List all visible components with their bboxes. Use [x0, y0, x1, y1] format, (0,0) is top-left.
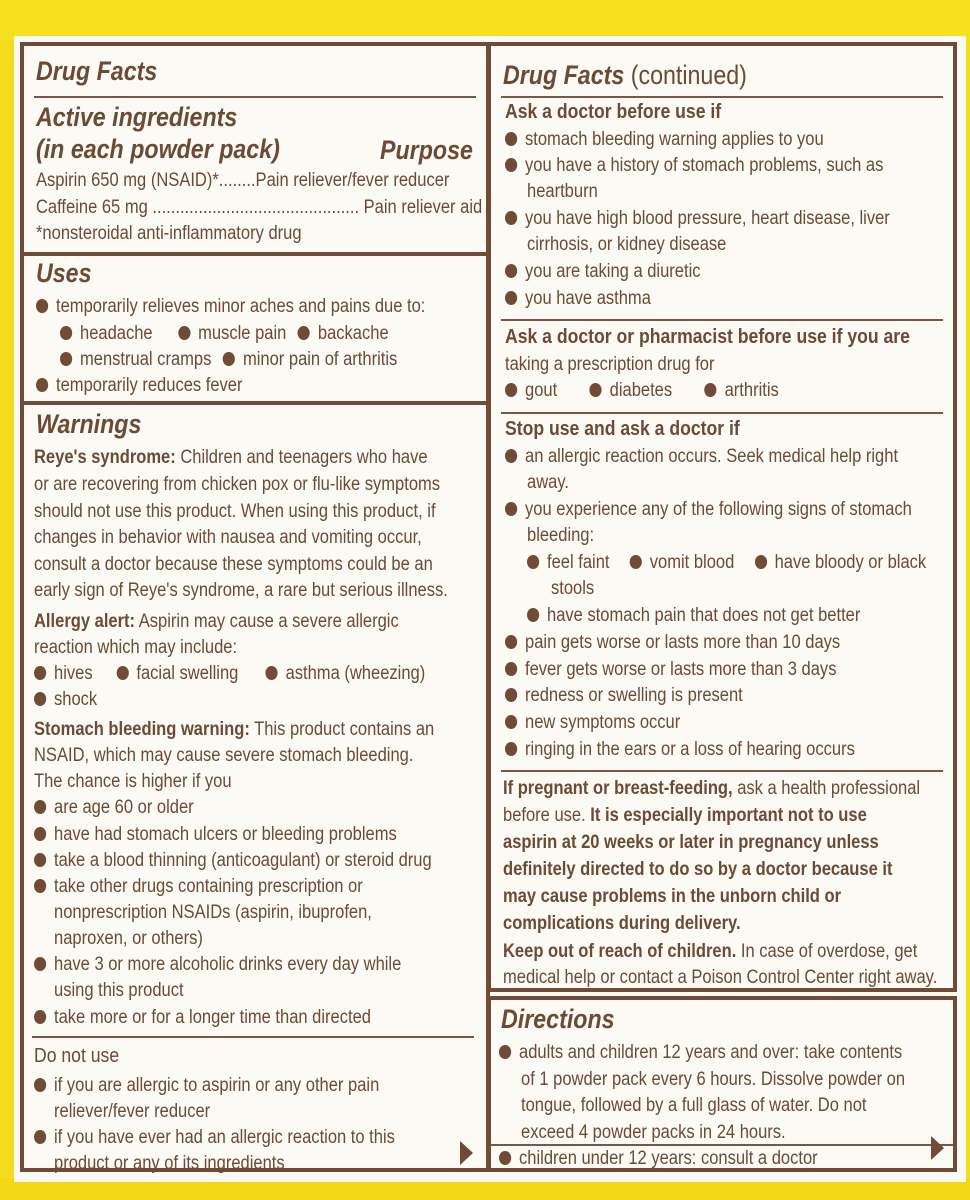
stop-use-title: Stop use and ask a doctor if	[505, 418, 740, 440]
stop-use-item: pain gets worse or lasts more than 10 days	[505, 630, 840, 657]
do-not-use-item: if you are allergic to aspirin or any other pain	[34, 1073, 379, 1100]
ask-doctor-item: you are taking a diuretic	[505, 259, 701, 286]
stomach-risk-item: have 3 or more alcoholic drinks every day while	[34, 952, 401, 979]
pregnancy-bold: aspirin at 20 weeks or later in pregnancy unless	[503, 832, 879, 853]
stop-use-item: you experience any of the following signs of stomach	[505, 497, 912, 524]
pharmacist-rule	[501, 319, 943, 321]
use-backache: backache	[298, 323, 389, 344]
stomach-text: NSAID, which may cause severe stomach bleeding.	[34, 745, 414, 766]
uses-item: temporarily reduces fever	[36, 373, 243, 400]
do-not-use-rule	[32, 1036, 474, 1038]
drug-facts-right-panel	[487, 42, 957, 992]
sign-bloody-stools: have bloody or black	[755, 552, 927, 573]
ask-pharmacist-items	[505, 378, 779, 405]
pregnancy-bold: definitely directed to do so by a doctor because it	[503, 859, 893, 880]
nsaid-footnote: *nonsteroidal anti-inflammatory drug	[36, 223, 302, 244]
keep-out-line	[503, 939, 917, 966]
directions-title: Directions	[501, 1004, 615, 1034]
purpose-heading: Purpose	[380, 135, 473, 165]
bleeding-signs-cont: stools	[551, 578, 595, 599]
uses-subitems-row-1	[60, 321, 389, 348]
bleeding-signs-row	[527, 550, 926, 577]
reye-syndrome-line	[34, 445, 428, 472]
ask-pharmacist-title: Ask a doctor or pharmacist before use if you are	[505, 326, 910, 348]
allergy-items-row	[34, 661, 425, 688]
stomach-risk-item-cont: naproxen, or others)	[54, 928, 203, 949]
allergy-text: reaction which may include:	[34, 637, 238, 658]
stop-use-item: new symptoms occur	[505, 710, 680, 737]
reye-text: or are recovering from chicken pox or flu-like symptoms	[34, 474, 441, 495]
drug-facts-continued-title	[503, 60, 747, 91]
stomach-text: This product contains an	[249, 719, 435, 740]
ingredient-aspirin: Aspirin 650 mg (NSAID)*........Pain reliever/fever reducer	[36, 170, 450, 191]
title-bold: Drug Facts	[503, 60, 625, 90]
pregnancy-line	[503, 776, 920, 803]
directions-item-cont: of 1 powder pack every 6 hours. Dissolve powder on	[521, 1069, 906, 1090]
ask-pharmacist-text: taking a prescription drug for	[505, 354, 715, 375]
continue-arrow-icon	[460, 1141, 473, 1165]
pregnancy-rule	[501, 770, 943, 772]
keep-out-label: Keep out of reach of children.	[503, 941, 737, 962]
title-continued: (continued)	[624, 60, 747, 90]
stomach-warning-line	[34, 717, 434, 744]
ask-doctor-title: Ask a doctor before use if	[505, 101, 722, 123]
stop-use-item: an allergic reaction occurs. Seek medical help right	[505, 444, 898, 471]
active-ingredients-subheading: (in each powder pack)	[36, 134, 280, 164]
pharm-arthritis: arthritis	[705, 380, 779, 401]
directions-item-cont: tongue, followed by a full glass of water. Do not	[521, 1095, 867, 1116]
stomach-risk-item: take a blood thinning (anticoagulant) or steroid drug	[34, 848, 432, 875]
sign-stomach-pain: have stomach pain that does not get better	[527, 603, 860, 630]
keep-out-text: medical help or contact a Poison Control Center right away.	[503, 967, 938, 988]
uses-title: Uses	[36, 258, 92, 288]
uses-item: temporarily relieves minor aches and pains due to:	[36, 294, 425, 321]
ask-doctor-item-cont: cirrhosis, or kidney disease	[527, 234, 727, 255]
allergy-label: Allergy alert:	[34, 611, 136, 632]
allergy-text: Aspirin may cause a severe allergic	[135, 611, 399, 632]
title-rule	[34, 96, 476, 98]
stop-use-item: ringing in the ears or a loss of hearing occurs	[505, 737, 855, 764]
sign-vomit-blood: vomit blood	[630, 552, 735, 573]
ask-doctor-item-cont: heartburn	[527, 181, 598, 202]
do-not-use-title: Do not use	[34, 1045, 120, 1067]
ask-doctor-item: you have asthma	[505, 286, 651, 313]
use-menstrual-cramps: menstrual cramps	[60, 349, 211, 370]
allergy-hives: hives	[34, 663, 93, 684]
stomach-text: The chance is higher if you	[34, 771, 232, 792]
pregnancy-bold: complications during delivery.	[503, 913, 741, 934]
stomach-risk-item: take more or for a longer time than directed	[34, 1005, 371, 1032]
title-rule	[501, 96, 943, 98]
directions-item-cont: exceed 4 powder packs in 24 hours.	[521, 1122, 786, 1143]
pregnancy-text: before use.	[503, 805, 591, 826]
reye-text: early sign of Reye's syndrome, a rare but serious illness.	[34, 580, 448, 601]
stop-use-item: redness or swelling is present	[505, 683, 743, 710]
allergy-facial-swelling: facial swelling	[116, 663, 238, 684]
stop-use-rule	[501, 412, 943, 414]
ask-doctor-item: stomach bleeding warning applies to you	[505, 127, 824, 154]
reye-text: should not use this product. When using this product, if	[34, 501, 436, 522]
stomach-risk-item: have had stomach ulcers or bleeding problems	[34, 822, 397, 849]
reye-text: consult a doctor because these symptoms could be an	[34, 554, 433, 575]
stomach-risk-item: are age 60 or older	[34, 795, 194, 822]
directions-panel	[487, 996, 957, 1172]
package-top-edge	[0, 0, 970, 40]
pregnancy-line	[503, 803, 867, 830]
ask-doctor-item: you have high blood pressure, heart disease, liver	[505, 206, 890, 233]
use-headache: headache	[60, 323, 153, 344]
stomach-risk-item: take other drugs containing prescription or	[34, 874, 363, 901]
stomach-warning-label: Stomach bleeding warning:	[34, 719, 250, 740]
warnings-section	[24, 401, 486, 1172]
stop-use-item-cont: away.	[527, 472, 569, 493]
pregnancy-bold: may cause problems in the unborn child or	[503, 886, 842, 907]
reye-text: changes in behavior with nausea and vomiting occur,	[34, 527, 422, 548]
reye-text: Children and teenagers who have	[175, 447, 428, 468]
pregnancy-bold: It is especially important not to use	[590, 805, 867, 826]
active-ingredients-heading: Active ingredients	[36, 102, 238, 132]
uses-section	[24, 252, 486, 402]
pregnancy-text: ask a health professional	[732, 778, 921, 799]
directions-item: adults and children 12 years and over: take contents	[499, 1040, 902, 1067]
stop-use-item: fever gets worse or lasts more than 3 days	[505, 657, 836, 684]
drug-facts-title: Drug Facts	[36, 56, 158, 86]
allergy-asthma: asthma (wheezing)	[266, 663, 426, 684]
sign-feel-faint: feel faint	[527, 552, 610, 573]
stomach-risk-item-cont: nonprescription NSAIDs (aspirin, ibuprofen,	[54, 902, 372, 923]
ask-doctor-item: you have a history of stomach problems, such as	[505, 153, 883, 180]
pregnancy-label: If pregnant or breast-feeding,	[503, 778, 733, 799]
reye-label: Reye's syndrome:	[34, 447, 176, 468]
keep-out-text: In case of overdose, get	[736, 941, 918, 962]
use-arthritis: minor pain of arthritis	[223, 349, 397, 370]
ingredient-caffeine: Caffeine 65 mg ............................................. Pain reliever aid	[36, 197, 483, 218]
active-ingredients-section	[24, 46, 486, 256]
pharm-diabetes: diabetes	[590, 380, 673, 401]
allergy-alert-line	[34, 609, 399, 636]
use-muscle-pain: muscle pain	[178, 323, 286, 344]
continue-arrow-icon	[931, 1136, 944, 1160]
drug-facts-left-panel	[20, 42, 490, 1172]
do-not-use-item-cont: reliever/fever reducer	[54, 1101, 211, 1122]
do-not-use-item-cont: product or any of its ingredients	[54, 1153, 285, 1174]
uses-subitems-row-2	[60, 347, 397, 374]
warnings-title: Warnings	[36, 409, 142, 439]
directions-item: children under 12 years: consult a doctor	[499, 1146, 818, 1173]
stop-use-item-cont: bleeding:	[527, 525, 595, 546]
stomach-risk-item-cont: using this product	[54, 980, 184, 1001]
pharm-gout: gout	[505, 380, 557, 401]
do-not-use-item: if you have ever had an allergic reaction to this	[34, 1125, 395, 1152]
allergy-shock: shock	[34, 687, 97, 714]
